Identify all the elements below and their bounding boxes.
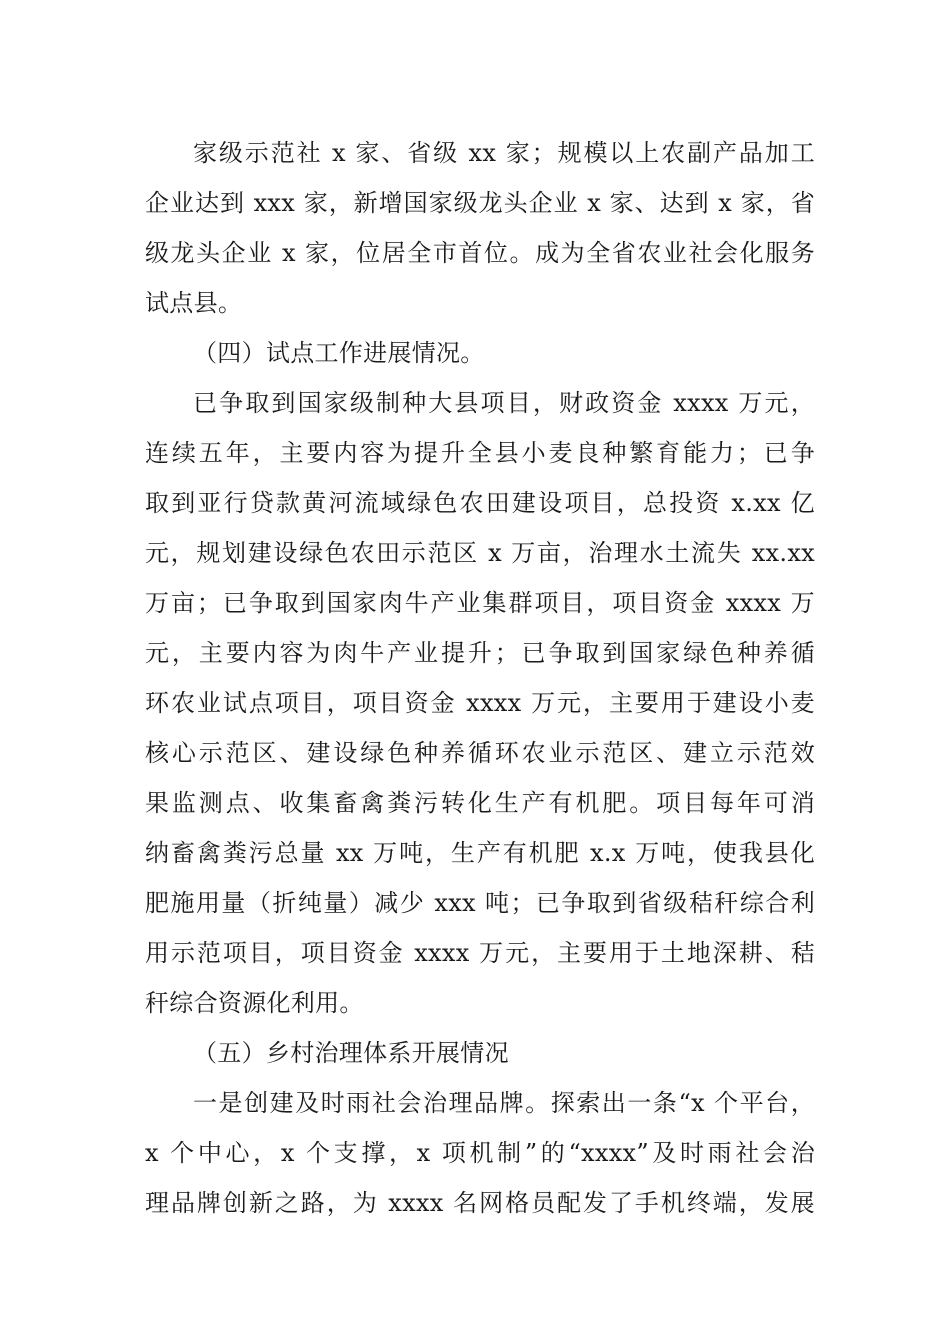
paragraph-2-line-11: 肥施用量（折纯量）减少 xxx 吨；已争取到省级秸秆综合利 — [145, 889, 815, 917]
paragraph-2-line-3: 取到亚行贷款黄河流域绿色农田建设项目，总投资 x.xx 亿 — [145, 489, 815, 517]
paragraph-3-line-3: 理品牌创新之路，为 xxxx 名网格员配发了手机终端，发展 — [145, 1189, 815, 1217]
section-heading-4: （四）试点工作进展情况。 — [193, 339, 485, 367]
paragraph-2-line-6: 元，主要内容为肉牛产业提升；已争取到国家绿色种养循 — [145, 639, 815, 667]
paragraph-2-line-9: 果监测点、收集畜禽粪污转化生产有机肥。项目每年可消 — [145, 789, 815, 817]
paragraph-2-line-12: 用示范项目，项目资金 xxxx 万元，主要用于土地深耕、秸 — [145, 939, 815, 967]
paragraph-2-line-4: 元，规划建设绿色农田示范区 x 万亩，治理水土流失 xx.xx — [145, 539, 815, 567]
paragraph-2-line-13: 秆综合资源化利用。 — [145, 989, 364, 1017]
paragraph-2-line-10: 纳畜禽粪污总量 xx 万吨，生产有机肥 x.x 万吨，使我县化 — [145, 839, 815, 867]
paragraph-1-line-3: 级龙头企业 x 家，位居全市首位。成为全省农业社会化服务 — [145, 239, 815, 267]
section-heading-5: （五）乡村治理体系开展情况 — [193, 1039, 509, 1067]
paragraph-2-line-2: 连续五年，主要内容为提升全县小麦良种繁育能力；已争 — [145, 439, 815, 467]
paragraph-2-line-8: 核心示范区、建设绿色种养循环农业示范区、建立示范效 — [145, 739, 815, 767]
paragraph-3-line-1: 一是创建及时雨社会治理品牌。探索出一条“x 个平台， — [193, 1089, 815, 1117]
paragraph-2-line-7: 环农业试点项目，项目资金 xxxx 万元，主要用于建设小麦 — [145, 689, 815, 717]
paragraph-1-line-4: 试点县。 — [145, 289, 243, 317]
paragraph-2-line-1: 已争取到国家级制种大县项目，财政资金 xxxx 万元， — [193, 389, 815, 417]
paragraph-1-line-2: 企业达到 xxx 家，新增国家级龙头企业 x 家、达到 x 家，省 — [145, 189, 815, 217]
paragraph-2-line-5: 万亩；已争取到国家肉牛产业集群项目，项目资金 xxxx 万 — [145, 589, 815, 617]
paragraph-1-line-1: 家级示范社 x 家、省级 xx 家；规模以上农副产品加工 — [193, 139, 815, 167]
paragraph-3-line-2: x 个中心，x 个支撑，x 项机制”的“xxxx”及时雨社会治 — [145, 1139, 815, 1167]
